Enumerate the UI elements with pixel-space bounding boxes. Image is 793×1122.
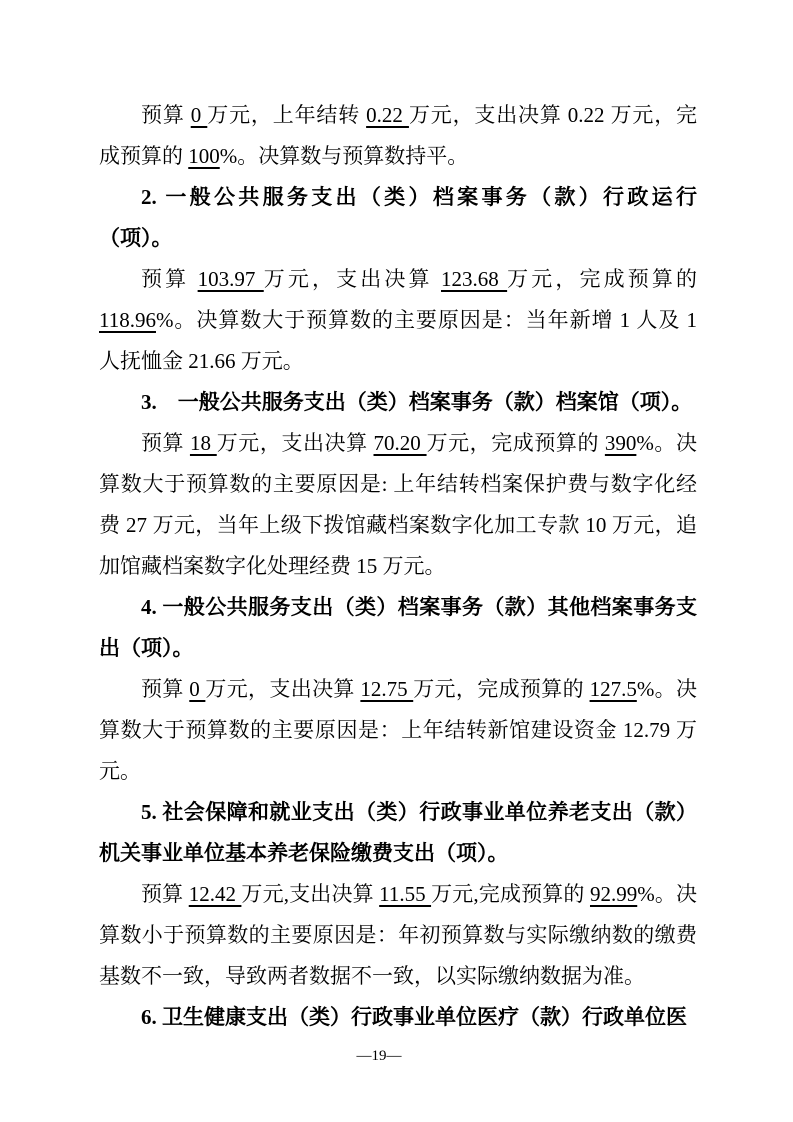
text-segment: 万元，完成预算的 [507, 267, 697, 291]
underlined-value: 12.75 [360, 677, 414, 701]
body-paragraph [99, 669, 697, 792]
text-segment: 万元，支出决算 0.22 万元，完成预算的 [99, 103, 698, 168]
text-segment: 预算 [141, 431, 190, 455]
underlined-value: 0 [190, 103, 208, 127]
text-segment: 万元，上年结转 [207, 103, 367, 127]
text-segment: 预算 [141, 267, 198, 291]
section-heading [99, 792, 697, 874]
text-segment: 4. 一般公共服务支出（类）档案事务（款）其他档案事务支出（项）。 [99, 595, 697, 660]
section-heading [99, 177, 697, 259]
underlined-value: 0.22 [366, 103, 409, 127]
section-heading [99, 382, 697, 423]
section-heading [99, 587, 697, 669]
underlined-value: 123.68 [441, 267, 508, 291]
text-segment: 万元，完成预算的 [426, 431, 605, 455]
text-segment: 3. 一般公共服务支出（类）档案事务（款）档案馆（项）。 [141, 390, 693, 414]
underlined-value: 0 [189, 677, 206, 701]
underlined-value: 103.97 [197, 267, 264, 291]
text-segment: 万元,完成预算的 [431, 882, 590, 906]
body-paragraph [99, 259, 697, 382]
text-segment: 万元,支出决算 [241, 882, 380, 906]
underlined-value: 100 [188, 144, 220, 168]
text-segment: %。决算数小于预算数的主要原因是：年初预算数与实际缴纳数的缴费基数不一致，导致两者数据不一致，以实际缴纳数据为准。 [99, 882, 698, 988]
text-segment: 万元，支出决算 [216, 431, 374, 455]
underlined-value: 12.42 [188, 882, 242, 906]
text-segment: 2. 一般公共服务支出（类）档案事务（款）行政运行（项）。 [99, 185, 697, 250]
text-segment: 预算 [141, 677, 190, 701]
section-heading [99, 997, 697, 1038]
page-footer [99, 1046, 659, 1066]
text-segment: %。决算数大于预算数的主要原因是：当年新增 1 人及 1 人抚恤金 21.66 万元。 [99, 308, 697, 373]
text-segment: 万元，支出决算 [205, 677, 361, 701]
text-segment: 预算 [141, 882, 189, 906]
text-segment: %。决算数大于预算数的主要原因是：上年结转新馆建设资金 12.79 万元。 [99, 677, 697, 783]
underlined-value: 18 [189, 431, 217, 455]
text-segment: 预算 [141, 103, 191, 127]
body-paragraph [99, 423, 697, 587]
underlined-value: 92.99 [589, 882, 638, 906]
text-segment: %。决算数与预算数持平。 [219, 144, 469, 168]
document-body [99, 95, 697, 1038]
underlined-value: 118.96 [99, 308, 156, 332]
text-segment: 万元，支出决算 [263, 267, 441, 291]
underlined-value: 70.20 [373, 431, 427, 455]
text-segment: 5. 社会保障和就业支出（类）行政事业单位养老支出（款）机关事业单位基本养老保险缴费支出（项）。 [99, 800, 697, 865]
underlined-value: 390 [604, 431, 637, 455]
text-segment: 万元，完成预算的 [413, 677, 590, 701]
body-paragraph [99, 95, 697, 177]
body-paragraph [99, 874, 697, 997]
text-segment: 6. 卫生健康支出（类）行政事业单位医疗（款）行政单位医 [141, 1005, 687, 1029]
underlined-value: 127.5 [589, 677, 637, 701]
underlined-value: 11.55 [379, 882, 432, 906]
text-segment: %。决算数大于预算数的主要原因是: 上年结转档案保护费与数字化经费 27 万元，当年上级下拨馆藏档案数字化加工专款 10 万元，追加馆藏档案数字化处理经费 15 万元。 [99, 431, 697, 578]
page-number: —19— [356, 1048, 402, 1064]
